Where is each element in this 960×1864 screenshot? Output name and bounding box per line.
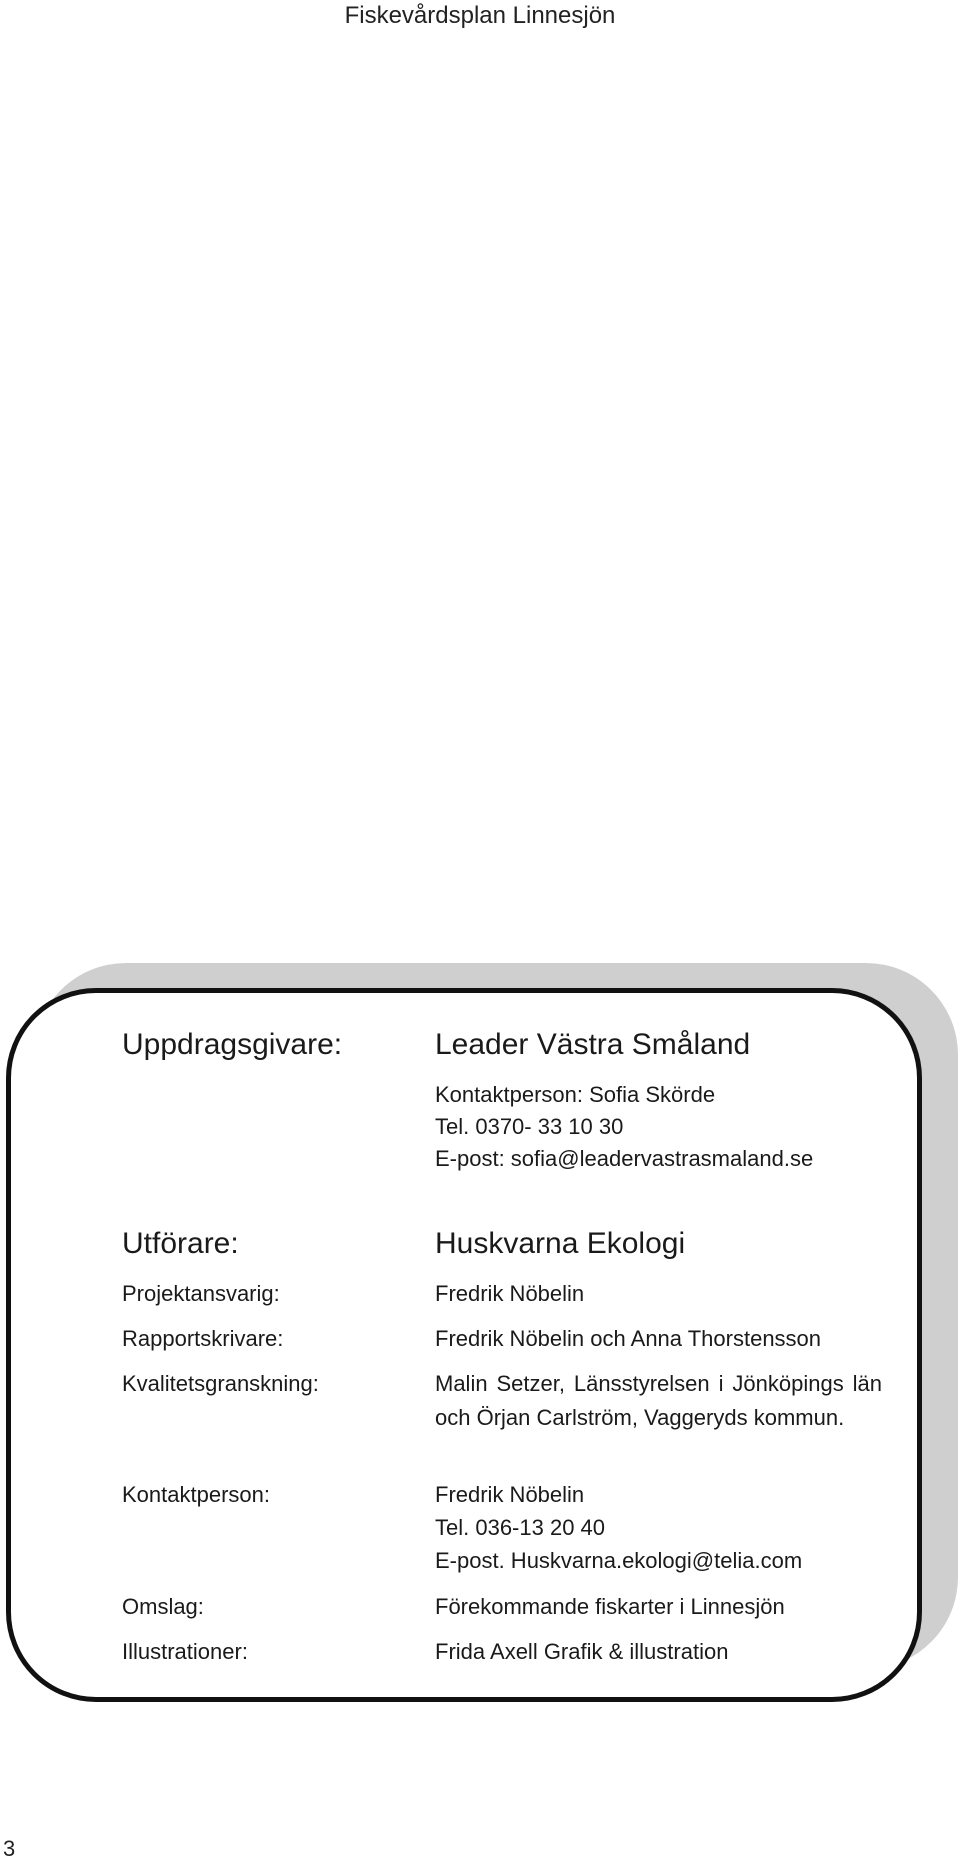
quality-review-value: Malin Setzer, Länsstyrelsen i Jönköpings län och Örjan Carlström, Vaggeryds kommun. [435,1371,882,1430]
page-number: 3 [3,1836,16,1861]
project-lead-value: Fredrik Nöbelin [435,1281,585,1306]
running-header: Fiskevårdsplan Linnesjön [344,2,616,29]
quality-review-label: Kvalitetsgranskning: [122,1371,319,1396]
client-contact: Kontaktperson: Sofia Skörde [435,1082,716,1107]
client-email: E-post: sofia@leadervastrasmaland.se [435,1146,814,1171]
contact-label: Kontaktperson: [122,1482,270,1507]
report-writers-value: Fredrik Nöbelin och Anna Thorstensson [435,1326,822,1351]
client-label: Uppdragsgivare: [122,1028,343,1061]
project-lead-label: Projektansvarig: [122,1281,280,1306]
contact-phone: Tel. 036-13 20 40 [435,1515,606,1540]
cover-value: Förekommande fiskarter i Linnesjön [435,1594,785,1619]
client-phone: Tel. 0370- 33 10 30 [435,1114,624,1139]
contact-email: E-post. Huskvarna.ekologi@telia.com [435,1548,803,1573]
contractor-name: Huskvarna Ekologi [435,1227,686,1260]
illustrations-value: Frida Axell Grafik & illustration [435,1639,729,1664]
contact-name: Fredrik Nöbelin [435,1482,585,1507]
illustrations-label: Illustrationer: [122,1639,248,1664]
report-writers-label: Rapportskrivare: [122,1326,284,1351]
client-name: Leader Västra Småland [435,1028,751,1061]
cover-label: Omslag: [122,1594,204,1619]
contractor-label: Utförare: [122,1227,239,1260]
